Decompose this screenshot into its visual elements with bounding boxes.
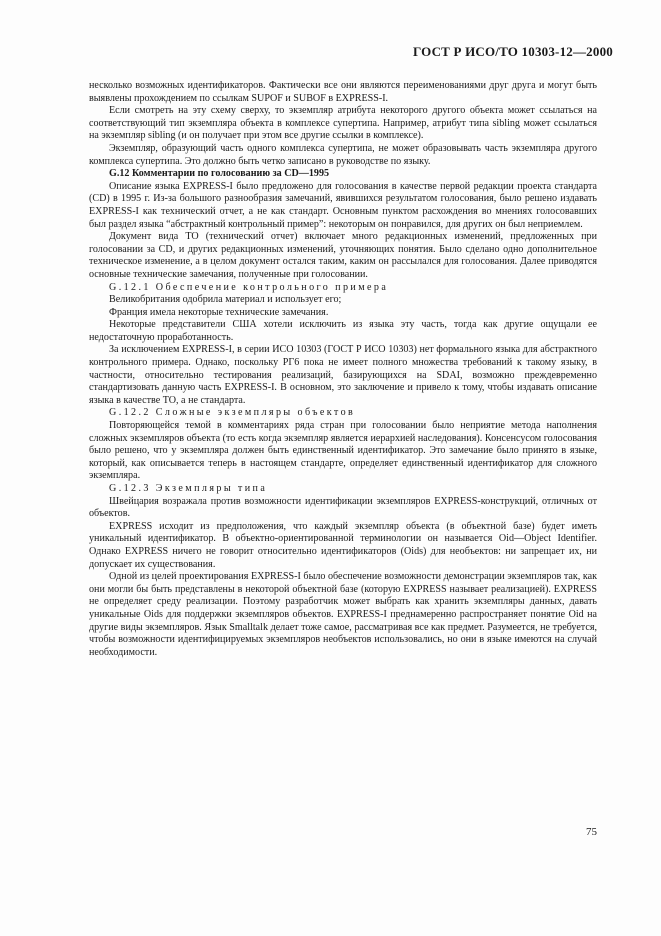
paragraph: Описание языка EXPRESS-I было предложено для голосования в качестве первой редакции проекта стандарта (CD) в 1995 г. Из-за большого разнообразия замечаний, явившихся результатом голосования, было решено издавать EXPRESS-I как технический отчет, а не как стандарт. Основным пунктом расхождения во мнениях голосовавших был раздел языка “абстрактный контрольный пример”: некоторым он понравился, для других он был неприемлем. (89, 180, 597, 230)
paragraph: EXPRESS исходит из предположения, что каждый экземпляр объекта (в объектной базе) будет иметь уникальный идентификатор. В объектно-ориентированной терминологии он называется Oid—Object Identifier. Однако EXPRESS ничего не говорит относительно идентификаторов (Oids) для необъектов: ни запрещает их, ни допускает их существования. (89, 520, 597, 570)
paragraph: Великобритания одобрила материал и использует его; (109, 294, 342, 306)
paragraph: Швейцария возражала против возможности идентификации экземпляров EXPRESS-конструкций, отличных от объектов. (89, 495, 597, 520)
paragraph: Одной из целей проектирования EXPRESS-I было обеспечение возможности демонстрации экземпляров так, как они могли бы быть представлены в некоторой объектной базе (которую EXPRESS называет реализацией). EXPRESS не определяет среду реализации. Поэтому разработчик может выбрать как хранить экземпляры данных, давать уникальные Oids для поддержки экземпляров объектов. EXPRESS-I преднамеренно распространяет понятие Oid на другие виды экземпляров. Язык Smalltalk делает тоже самое, рассматривая все как предмет. Разумеется, не требуется, чтобы возможности идентифицируемых экземпляров необъектов использовались, но они в языке имеются на случай необходимости. (89, 571, 597, 658)
paragraph: За исключением EXPRESS-I, в серии ИСО 10303 (ГОСТ Р ИСО 10303) нет формального языка для абстрактного контрольного примера. Однако, поскольку РГ6 пока не имеет полного множества требований к такому языку, в частности, относительно тестирования реализаций, базирующихся на SDAI, возможно преждевременно стандартизовать данную часть EXPRESS-I. В основном, это заключение и привело к тому, чтобы издавать описание языка в качестве ТО, а не стандарта. (89, 344, 597, 406)
paragraph: Франция имела некоторые технические замечания. (109, 306, 329, 318)
paragraph: Если смотреть на эту схему сверху, то экземпляр атрибута некоторого другого объекта может ссылаться на соответствующий тип экземпляра объекта в комплексе супертипа. Например, атрибут типа sibling может ссылаться на экземпляр sibling (и он получает при этом все другие ссылки в комплексе). (89, 105, 597, 142)
subsection-heading-g122: G.12.2 Сложные экземпляры объектов (109, 407, 356, 419)
section-heading-g12: G.12 Комментарии по голосованию за CD—1995 (109, 168, 330, 180)
document-body (89, 80, 597, 659)
page-header: ГОСТ Р ИСО/ТО 10303-12—2000 (412, 44, 613, 59)
subsection-heading-g121: G.12.1 Обеспечение контрольного примера (109, 281, 389, 293)
paragraph: Экземпляр, образующий часть одного комплекса супертипа, не может образовывать часть экземпляра другого комплекса супертипа. Это должно быть четко записано в руководстве по языку. (89, 142, 597, 167)
paragraph: Некоторые представители США хотели исключить из языка эту часть, тогда как другие ощущали ее недостаточную проработанность. (89, 319, 597, 343)
paragraph: несколько возможных идентификаторов. Фактически все они являются переименованиями друг друга и могут быть выявлены прохождением по ссылкам SUPOF и SUBOF в EXPRESS-I. (89, 80, 597, 104)
subsection-heading-g123: G.12.3 Экземпляры типа (109, 483, 268, 494)
paragraph: Документ вида ТО (технический отчет) включает много редакционных изменений, предложенных при голосовании за CD, и других редакционных изменений, уточняющих понятия. Было сделано одно дополнительное техническое изменение, а в целом документ остался таким, каким он рассылался для голосования. Далее приводятся основные технические замечания, полученные при голосовании. (89, 231, 597, 280)
paragraph: Повторяющейся темой в комментариях ряда стран при голосовании было неприятие метода наполнения сложных экземпляров объекта (то есть когда экземпляр является иерархией наследования). Консенсусом голосования было решено, что у экземпляра должен быть единственный идентификатор. Это замечание было принято в языке, который, как описывается теперь в настоящем стандарте, определяет единственный идентификатор для сложного экземпляра. (89, 420, 597, 482)
page-number: 75 (586, 826, 597, 838)
